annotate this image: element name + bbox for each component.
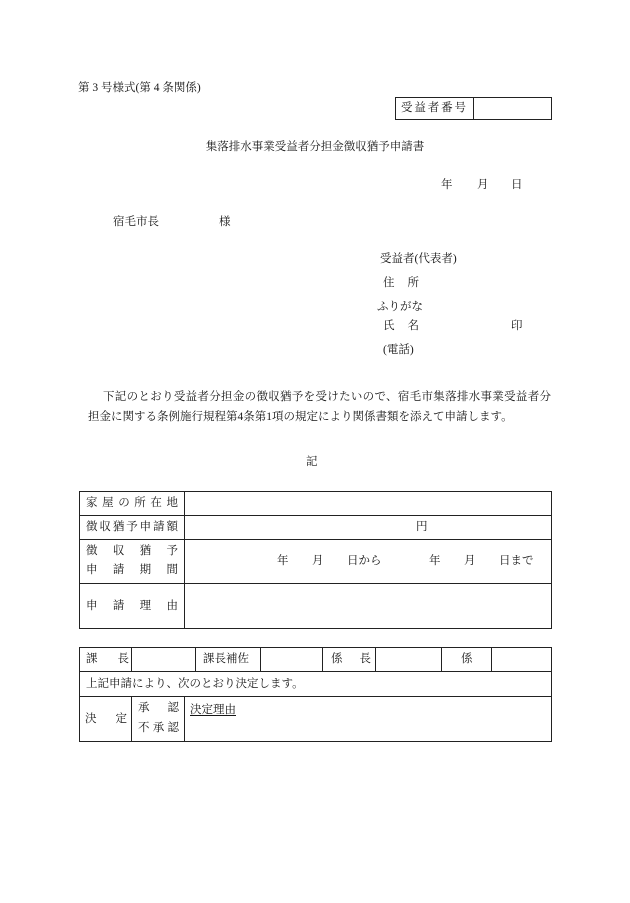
body-paragraph-line-1: 下記のとおり受益者分担金の徴収猶予を受けたいので、宿毛市集落排水事業受益者分	[103, 391, 551, 403]
subsection-chief-label: 係長	[331, 653, 371, 665]
assistant-chief-label: 課長補佐	[203, 653, 249, 665]
applicant-furigana-label: ふりがな	[377, 301, 423, 313]
addressee-honorific: 様	[219, 216, 231, 228]
assistant-chief-seal-cell	[260, 647, 323, 672]
house-location-label: 家屋の所在地	[86, 497, 178, 509]
date-month-label: 月	[477, 179, 489, 191]
document-title: 集落排水事業受益者分担金徴収猶予申請書	[205, 141, 425, 153]
applicant-heading: 受益者(代表者)	[380, 253, 457, 265]
beneficiary-number-label: 受益者番号	[401, 102, 466, 114]
deferral-amount-value-cell	[184, 515, 552, 540]
decision-reason-cell	[184, 696, 552, 742]
deferral-amount-label: 徴収猶予申請額	[86, 521, 178, 533]
body-paragraph-line-2: 担金に関する条例施行規程第4条第1項の規定により関係書類を添えて申請します。	[88, 411, 513, 423]
ki-heading: 記	[306, 456, 318, 468]
disapprove-option: 不承認	[138, 722, 179, 734]
decision-statement: 上記申請により、次のとおり決定します。	[86, 678, 304, 690]
period-from-day: 日から	[347, 555, 382, 567]
subsection-chief-seal-cell	[375, 647, 442, 672]
section-chief-seal-cell	[131, 647, 196, 672]
seal-mark: 印	[511, 320, 523, 332]
amount-unit: 円	[416, 521, 428, 533]
deferral-period-label-line-1: 徴収猶予	[86, 545, 178, 557]
applicant-name-label: 氏名	[383, 320, 419, 332]
reason-label: 申請理由	[86, 600, 178, 612]
section-chief-label: 課長	[86, 653, 129, 665]
approve-option: 承認	[138, 702, 179, 714]
staff-label: 係	[461, 653, 473, 665]
decision-label: 決定	[85, 713, 127, 725]
form-number: 第 3 号様式(第 4 条関係)	[78, 82, 201, 94]
decision-reason-label: 決定理由	[190, 704, 236, 716]
date-day-label: 日	[511, 179, 523, 191]
applicant-phone-label: (電話)	[383, 344, 414, 356]
deferral-period-label-line-2: 申請期間	[86, 564, 178, 576]
period-from-month: 月	[312, 555, 324, 567]
period-to-year: 年	[429, 555, 441, 567]
period-from-year: 年	[277, 555, 289, 567]
reason-value-cell	[184, 583, 552, 629]
date-year-label: 年	[441, 179, 453, 191]
addressee-name: 宿毛市長	[113, 216, 159, 228]
beneficiary-number-value-cell	[473, 97, 552, 120]
applicant-address-label: 住所	[383, 277, 419, 289]
house-location-value-cell	[184, 491, 552, 516]
period-to-day: 日まで	[499, 555, 534, 567]
staff-seal-cell	[491, 647, 552, 672]
period-to-month: 月	[464, 555, 476, 567]
